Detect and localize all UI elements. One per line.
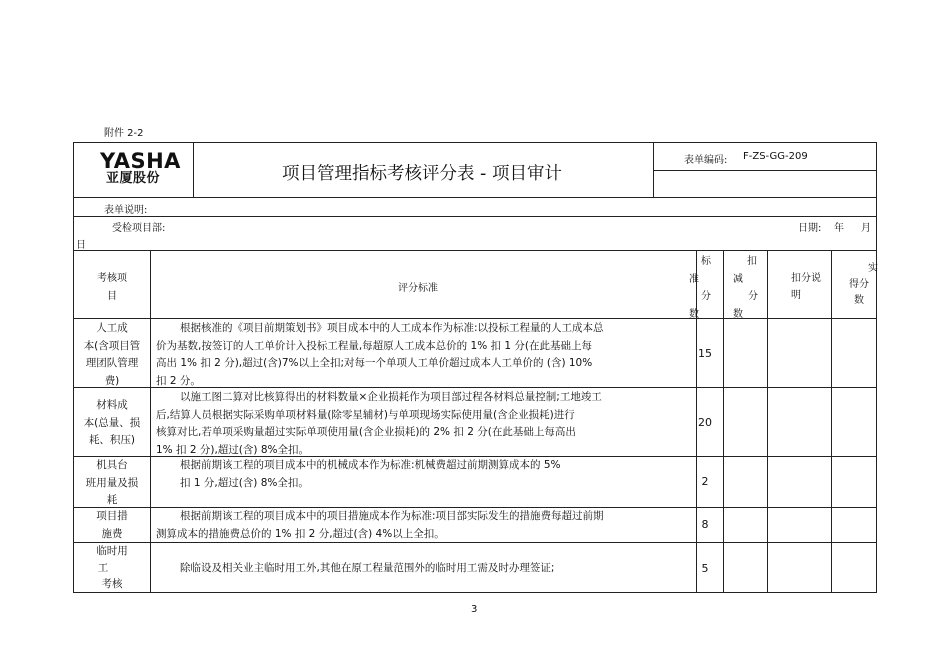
date-month: 月 bbox=[861, 223, 871, 234]
note-col-divider bbox=[831, 250, 832, 593]
row3-item-line2: 班用量及损 bbox=[85, 476, 139, 489]
header-bottom-border bbox=[73, 197, 877, 198]
row2-line2: 后,结算人员根据实际采购单项材料量(除零星辅材)与单项现场实际使用量(含企业损耗)进行 bbox=[156, 408, 575, 421]
row1-score: 15 bbox=[698, 347, 712, 360]
row2-line3: 核算对比,若单项采购量超过实际单项使用量(含企业损耗)的 2% 扣 2 分(在此基础上每高出 bbox=[156, 426, 576, 438]
annex-label: 附件 2-2 bbox=[104, 128, 144, 139]
project-label: 受检项目部: bbox=[112, 223, 166, 234]
row1-item-line2: 本(含项目管 bbox=[83, 339, 141, 352]
header-deduction-note bbox=[791, 270, 821, 304]
header-ded-4: 数 bbox=[733, 308, 743, 320]
header-standard-score bbox=[689, 253, 715, 323]
row1-criteria bbox=[156, 320, 676, 390]
row4-line2: 测算成本的措施费总价的 1% 扣 2 分,超过(含) 4%以上全扣。 bbox=[156, 527, 445, 540]
row3-criteria bbox=[156, 457, 676, 492]
header-ded-2: 减 bbox=[733, 273, 743, 285]
row2-criteria bbox=[156, 389, 676, 459]
note-row-border bbox=[73, 216, 877, 217]
header-std-4: 数 bbox=[689, 308, 699, 320]
table-right-border bbox=[876, 142, 877, 593]
row1-line3: 高出 1% 扣 2 分),超过(含)7%以上全扣;对每一个单项人工单价超过成本人工单价的 (含) 10% bbox=[156, 357, 593, 369]
logo-divider bbox=[193, 142, 194, 197]
code-row-divider bbox=[653, 170, 877, 171]
row5-item-line1: 临时用 bbox=[96, 545, 128, 557]
form-note-label: 表单说明: bbox=[104, 205, 148, 216]
deduct-col-divider bbox=[767, 250, 768, 593]
row4-item-line2: 施费 bbox=[101, 527, 123, 540]
row5-line1: 除临设及相关业主临时用工外,其他在原工程量范围外的临时用工需及时办理签证; bbox=[180, 562, 555, 574]
row1-line1: 根据核准的《项目前期策划书》项目成本中的人工成本作为标准:以投标工程量的人工成本总 bbox=[180, 322, 604, 334]
row1-item-line4: 费) bbox=[104, 374, 120, 387]
logo-en: YASHA bbox=[100, 149, 181, 173]
row1-line4: 扣 2 分。 bbox=[156, 374, 201, 387]
header-std-1: 标 bbox=[701, 256, 711, 267]
header-item-line1: 考核项 bbox=[97, 273, 127, 284]
row2-line4: 1% 扣 2 分),超过(含) 8%全扣。 bbox=[156, 443, 309, 456]
row3-item bbox=[74, 457, 150, 510]
header-ded-1: 扣 bbox=[747, 256, 757, 267]
item-col-divider bbox=[150, 250, 151, 593]
header-ded-3: 分 bbox=[748, 291, 758, 302]
row4-criteria bbox=[156, 508, 676, 543]
header-actual-3: 数 bbox=[854, 295, 864, 306]
table-bottom-border bbox=[73, 592, 877, 593]
row4-line1: 根据前期该工程的项目成本中的项目措施成本作为标准:项目部实际发生的措施费每超过前期 bbox=[180, 510, 604, 522]
row4-item-line1: 项目措 bbox=[96, 510, 128, 522]
row2-item-line2: 本(总量、损 bbox=[83, 416, 141, 429]
header-item-line2: 目 bbox=[107, 291, 117, 302]
row4-score: 8 bbox=[701, 518, 709, 531]
page-number: 3 bbox=[471, 604, 478, 615]
logo-cn: 亚厦股份 bbox=[106, 171, 161, 186]
header-actual-2: 得分 bbox=[849, 279, 869, 290]
form-code-label: 表单编码: bbox=[684, 155, 728, 166]
yasha-logo bbox=[100, 150, 186, 186]
header-note-1: 扣分说 bbox=[791, 273, 821, 284]
row1-line2: 价为基数,按签订的人工单价计入投标工程量,每超原人工成本总价的 1% 扣 1 分(在此基础上每 bbox=[156, 339, 592, 352]
date-label: 日期: bbox=[798, 223, 822, 234]
row5-item-line2: 工 bbox=[97, 561, 109, 574]
header-note-2: 明 bbox=[791, 290, 801, 301]
criteria-col-divider bbox=[696, 250, 697, 593]
form-title: 项目管理指标考核评分表 - 项目审计 bbox=[282, 164, 562, 184]
row2-item bbox=[74, 397, 150, 450]
row1-item-line3: 理团队管理 bbox=[85, 357, 139, 369]
row5-criteria bbox=[156, 560, 676, 578]
row3-item-line1: 机具台 bbox=[96, 459, 128, 471]
row3-line1: 根据前期该工程的项目成本中的机械成本作为标准:机械费超过前期测算成本的 5% bbox=[180, 459, 561, 471]
row3-line2: 扣 1 分,超过(含) 8%全扣。 bbox=[180, 476, 309, 489]
row1-item bbox=[74, 320, 150, 390]
row4-item bbox=[74, 508, 150, 543]
header-std-2: 准 bbox=[689, 273, 699, 285]
code-divider bbox=[653, 142, 654, 197]
row5-item-line3: 考核 bbox=[101, 578, 123, 590]
header-deduction bbox=[733, 253, 765, 323]
row3-item-line3: 耗 bbox=[106, 494, 118, 506]
row2-item-line3: 耗、积压) bbox=[88, 434, 136, 446]
header-std-3: 分 bbox=[701, 291, 711, 302]
row1-item-line1: 人工成 bbox=[96, 322, 128, 334]
header-criteria: 评分标准 bbox=[398, 283, 438, 294]
score-col-divider bbox=[723, 250, 724, 593]
row3-score: 2 bbox=[701, 475, 709, 488]
header-item bbox=[74, 270, 150, 306]
date-day: 日 bbox=[76, 240, 86, 251]
row5-item bbox=[74, 543, 150, 593]
row2-line1: 以施工图二算对比核算得出的材料数量×企业损耗作为项目部过程各材料总量控制;工地竣工 bbox=[180, 391, 602, 403]
header-actual-1: 实 bbox=[868, 263, 878, 274]
date-year: 年 bbox=[834, 223, 844, 234]
form-code: F-ZS-GG-209 bbox=[743, 151, 808, 162]
row2-score: 20 bbox=[698, 416, 712, 429]
header-actual-score bbox=[842, 261, 876, 309]
project-row-border bbox=[73, 250, 877, 251]
row2-item-line1: 材料成 bbox=[96, 399, 128, 411]
row5-score: 5 bbox=[701, 562, 709, 575]
